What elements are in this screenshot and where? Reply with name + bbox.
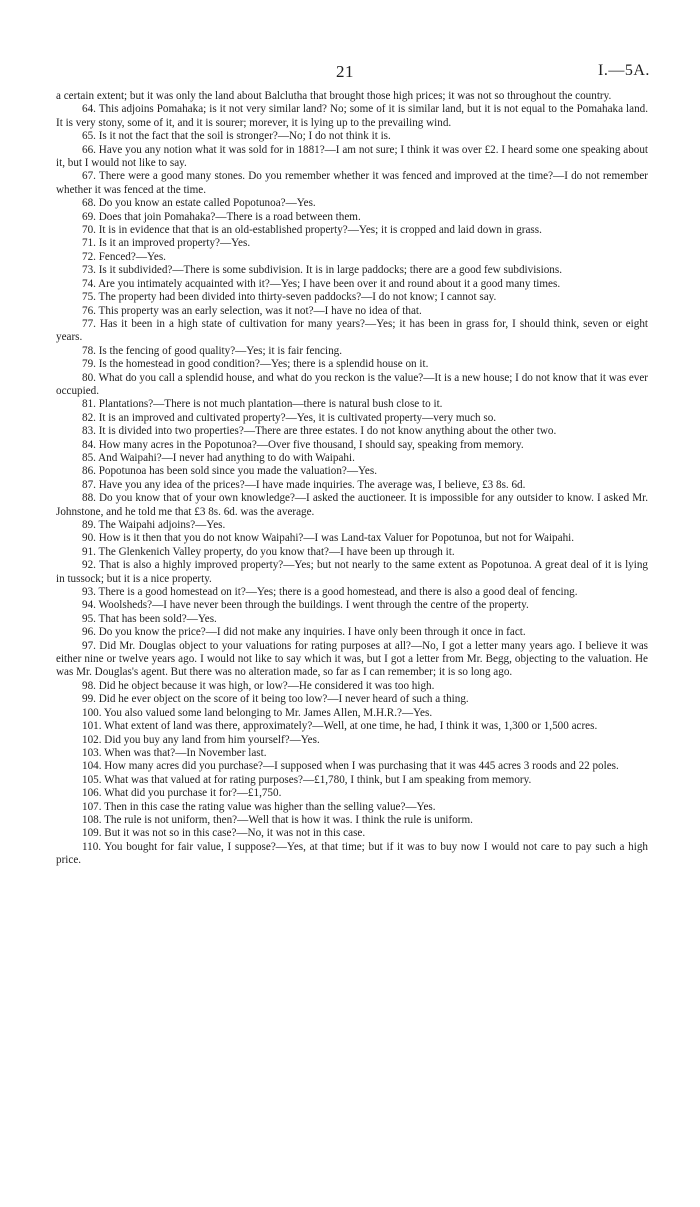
question-answer-paragraph: 103. When was that?—In November last.: [82, 746, 267, 759]
question-answer-paragraph: 97. Did Mr. Douglas object to your valuations for rating purposes at all?—No, I got a letter many years ago. I believe it was either nine or twelve years ago. I would not like to say which it was, but I got a letter from Mr. Begg, objecting to the valuation. He was Mr. Douglas's agent. But there was no alteration made, so far as I can remember; it is so long ago.: [56, 639, 648, 679]
question-answer-paragraph: 107. Then in this case the rating value was higher than the selling value?—Yes.: [82, 800, 436, 813]
question-answer-paragraph: 109. But it was not so in this case?—No, it was not in this case.: [82, 827, 366, 840]
question-answer-paragraph: 72. Fenced?—Yes.: [82, 250, 166, 263]
question-answer-paragraph: 77. Has it been in a high state of cultivation for many years?—Yes; it has been in grass for, I should think, seven or eight years.: [56, 317, 648, 344]
evidence-text: [56, 90, 648, 868]
page-number: 21: [336, 62, 354, 81]
question-answer-paragraph: 106. What did you purchase it for?—£1,750.: [82, 787, 282, 800]
question-answer-paragraph: 89. The Waipahi adjoins?—Yes.: [82, 519, 226, 531]
question-answer-paragraph: 108. The rule is not uniform, then?—Well that is how it was. I think the rule is uniform.: [82, 813, 473, 826]
question-answer-paragraph: 94. Woolsheds?—I have never been through the buildings. I went through the centre of the property.: [82, 599, 529, 612]
question-answer-paragraph: 105. What was that valued at for rating purposes?—£1,780, I think, but I am speaking from memory.: [82, 773, 532, 786]
question-answer-paragraph: 104. How many acres did you purchase?—I supposed when I was purchasing that it was 445 acres 3 roods and 22 poles.: [82, 760, 619, 773]
question-answer-paragraph: 82. It is an improved and cultivated property?—Yes, it is cultivated property—very much so.: [82, 411, 497, 424]
question-answer-paragraph: 64. This adjoins Pomahaka; is it not very similar land? No; some of it is similar land, but it is not equal to the Pomahaka land. It is very stony, some of it, and it is sourer; morever, it is lying up to the prevailing wind.: [56, 103, 648, 129]
continued-paragraph: a certain extent; but it was only the land about Balclutha that brought those high prices; it was not so throughout the country.: [56, 90, 612, 102]
question-answer-paragraph: 71. Is it an improved property?—Yes.: [82, 237, 251, 250]
question-answer-paragraph: 78. Is the fencing of good quality?—Yes; it is fair fencing.: [82, 344, 343, 357]
question-answer-paragraph: 100. You also valued some land belonging to Mr. James Allen, M.H.R.?—Yes.: [82, 706, 433, 719]
question-answer-paragraph: 83. It is divided into two properties?—There are three estates. I do not know anything about the other two.: [82, 425, 557, 438]
question-answer-paragraph: 85. And Waipahi?—I never had anything to do with Waipahi.: [82, 451, 355, 464]
question-answer-paragraph: 110. You bought for fair value, I suppose?—Yes, at that time; but if it was to buy now I would not care to pay such a high price.: [56, 840, 648, 867]
question-answer-paragraph: 90. How is it then that you do not know Waipahi?—I was Land-tax Valuer for Popotunoa, but not for Waipahi.: [82, 532, 575, 545]
question-answer-paragraph: 84. How many acres in the Popotunoa?—Over five thousand, I should say, speaking from memory.: [82, 438, 524, 451]
question-answer-paragraph: 75. The property had been divided into thirty-seven paddocks?—I do not know; I cannot say.: [82, 291, 497, 304]
question-answer-paragraph: 95. That has been sold?—Yes.: [82, 612, 217, 625]
question-answer-paragraph: 81. Plantations?—There is not much plantation—there is natural bush close to it.: [82, 398, 443, 411]
question-answer-paragraph: 65. Is it not the fact that the soil is stronger?—No; I do not think it is.: [82, 130, 391, 143]
question-answer-paragraph: 79. Is the homestead in good condition?—Yes; there is a splendid house on it.: [82, 358, 429, 371]
question-answer-paragraph: 74. Are you intimately acquainted with it?—Yes; I have been over it and round about it a good many times.: [82, 277, 561, 290]
question-answer-paragraph: 73. Is it subdivided?—There is some subdivision. It is in large paddocks; there are a good few subdivisions.: [82, 264, 562, 277]
question-answer-paragraph: 88. Do you know that of your own knowledge?—I asked the auctioneer. It is impossible for any outsider to know. I asked Mr. Johnstone, and he told me that £3 8s. 6d. was the average.: [56, 492, 648, 518]
question-answer-paragraph: 69. Does that join Pomahaka?—There is a road between them.: [82, 210, 361, 223]
question-answer-paragraph: 101. What extent of land was there, approximately?—Well, at one time, he had, I think it was, 1,300 or 1,500 acres.: [82, 720, 598, 733]
question-answer-paragraph: 102. Did you buy any land from him yourself?—Yes.: [82, 733, 320, 746]
question-answer-paragraph: 68. Do you know an estate called Popotunoa?—Yes.: [82, 197, 316, 210]
question-answer-paragraph: 66. Have you any notion what it was sold for in 1881?—I am not sure; I think it was over £2. I heard some one speaking about it, but I would not like to say.: [56, 143, 648, 170]
question-answer-paragraph: 76. This property was an early selection, was it not?—I have no idea of that.: [82, 304, 422, 317]
document-reference: I.—5A.: [598, 62, 650, 79]
question-answer-paragraph: 93. There is a good homestead on it?—Yes; there is a good homestead, and there is also a good deal of fencing.: [82, 586, 578, 599]
question-answer-paragraph: 80. What do you call a splendid house, and what do you reckon is the value?—It is a new house; I do not know that it was ever occupied.: [56, 371, 648, 397]
question-answer-paragraph: 67. There were a good many stones. Do you remember whether it was fenced and improved at the time?—I do not remember whether it was fenced at the time.: [56, 170, 648, 196]
question-answer-paragraph: 98. Did he object because it was high, or low?—He considered it was too high.: [82, 679, 435, 692]
question-answer-paragraph: 96. Do you know the price?—I did not make any inquiries. I have only been through it once in fact.: [82, 626, 526, 639]
question-answer-paragraph: 92. That is also a highly improved property?—Yes; but not nearly to the same extent as Popotunoa. A great deal of it is lying in tussock; but it is a nice property.: [56, 559, 648, 585]
question-answer-paragraph: 91. The Glenkenich Valley property, do you know that?—I have been up through it.: [82, 545, 455, 558]
question-answer-paragraph: 86. Popotunoa has been sold since you made the valuation?—Yes.: [82, 465, 377, 478]
question-answer-paragraph: 70. It is in evidence that that is an old-established property?—Yes; it is cropped and laid down in grass.: [82, 224, 542, 237]
question-answer-paragraph: 99. Did he ever object on the score of it being too low?—I never heard of such a thing.: [82, 693, 469, 706]
question-answer-paragraph: 87. Have you any idea of the prices?—I have made inquiries. The average was, I believe, £3 8s. 6d.: [82, 478, 526, 491]
